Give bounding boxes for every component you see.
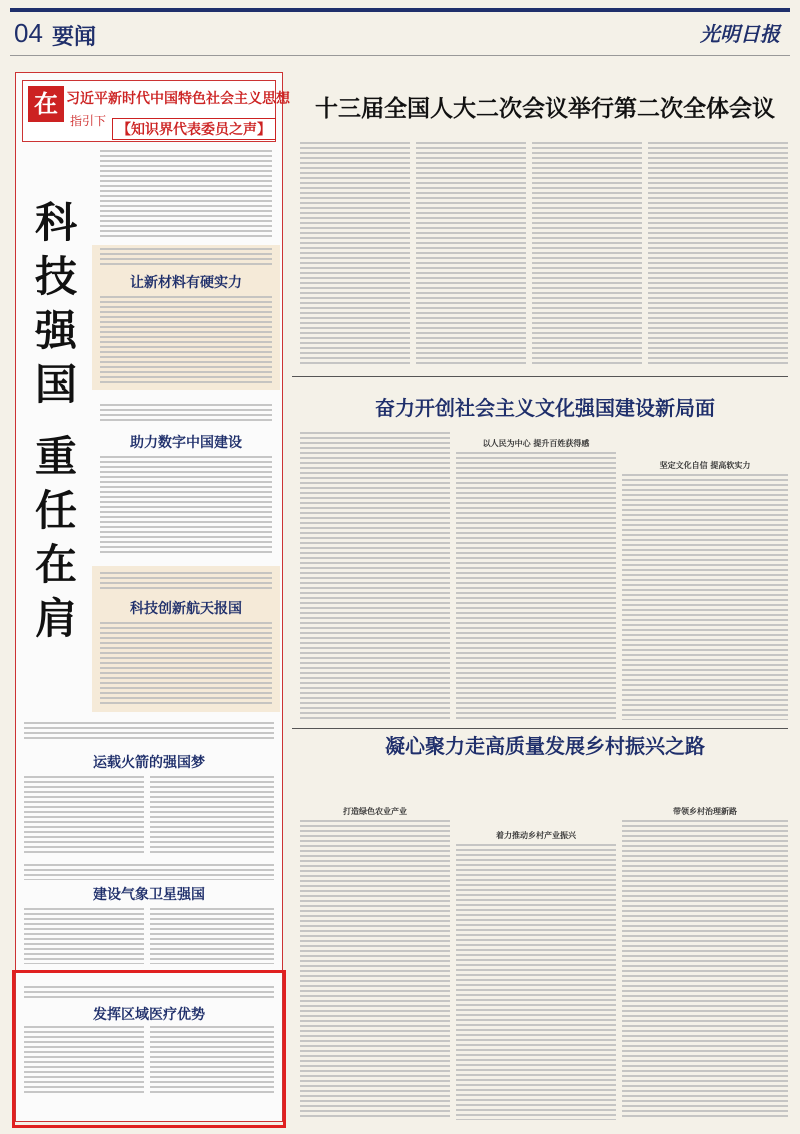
section-divider [292, 376, 788, 377]
article-body [100, 622, 272, 706]
article-subhead: 以人民为中心 提升百姓获得感 [482, 438, 590, 448]
title-char: 肩 [34, 594, 77, 643]
title-char: 重 [34, 432, 77, 481]
headline-3: 凝心聚力走高质量发展乡村振兴之路 [385, 734, 705, 758]
article-body [24, 1026, 144, 1096]
article-body [300, 820, 450, 1120]
section-divider [292, 728, 788, 729]
article-subhead: 科技创新航天报国 [130, 601, 242, 617]
article-body [24, 776, 144, 856]
article-subhead: 打造绿色农业产业 [343, 806, 407, 816]
title-char: 任 [34, 486, 77, 535]
article-body [622, 820, 788, 1120]
article-body [532, 142, 642, 367]
article-body [24, 908, 144, 964]
vertical-title [28, 196, 84, 646]
article-body [300, 432, 450, 720]
article-subhead: 让新材料有硬实力 [130, 275, 242, 291]
article-body [456, 844, 616, 1120]
article-lead [24, 986, 274, 998]
article-body [648, 142, 788, 367]
article-lead [24, 722, 274, 742]
article-body [150, 1026, 274, 1096]
header-divider [10, 55, 790, 56]
banner-subtitle: 指引下 [70, 114, 107, 128]
title-char: 强 [34, 306, 77, 355]
banner-char: 在 [28, 86, 64, 122]
article-body [150, 776, 274, 856]
article-subhead: 着力推动乡村产业振兴 [496, 830, 576, 840]
article-lead [100, 572, 272, 592]
section-title: 要闻 [52, 24, 97, 50]
title-char: 在 [34, 540, 77, 589]
page-number: 04 [14, 18, 43, 48]
headline-1: 十三届全国人大二次会议举行第二次全体会议 [315, 95, 775, 122]
article-lead [100, 404, 272, 424]
title-char: 技 [34, 252, 77, 301]
article-lead [100, 248, 272, 268]
intro-text [100, 150, 272, 240]
article-subhead: 助力数字中国建设 [130, 435, 242, 451]
title-char: 科 [34, 198, 77, 247]
banner-title: 习近平新时代中国特色社会主义思想 [66, 91, 290, 107]
newspaper-logo: 光明日报 [700, 22, 780, 46]
top-rule [10, 8, 790, 12]
article-subhead: 发挥区域医疗优势 [93, 1007, 205, 1023]
banner-tag: 【知识界代表委员之声】 [112, 118, 276, 140]
article-lead [24, 864, 274, 880]
article-subhead: 坚定文化自信 提高软实力 [659, 460, 751, 470]
article-body [100, 456, 272, 556]
article-subhead: 运载火箭的强国梦 [93, 755, 205, 771]
article-body [622, 474, 788, 720]
article-body [300, 142, 410, 367]
article-subhead: 带领乡村治理新路 [673, 806, 737, 816]
headline-2: 奋力开创社会主义文化强国建设新局面 [375, 396, 715, 420]
article-body [456, 452, 616, 720]
article-body [416, 142, 526, 367]
article-subhead: 建设气象卫星强国 [93, 887, 205, 903]
article-body [150, 908, 274, 964]
article-body [100, 296, 272, 384]
title-char: 国 [34, 360, 77, 409]
